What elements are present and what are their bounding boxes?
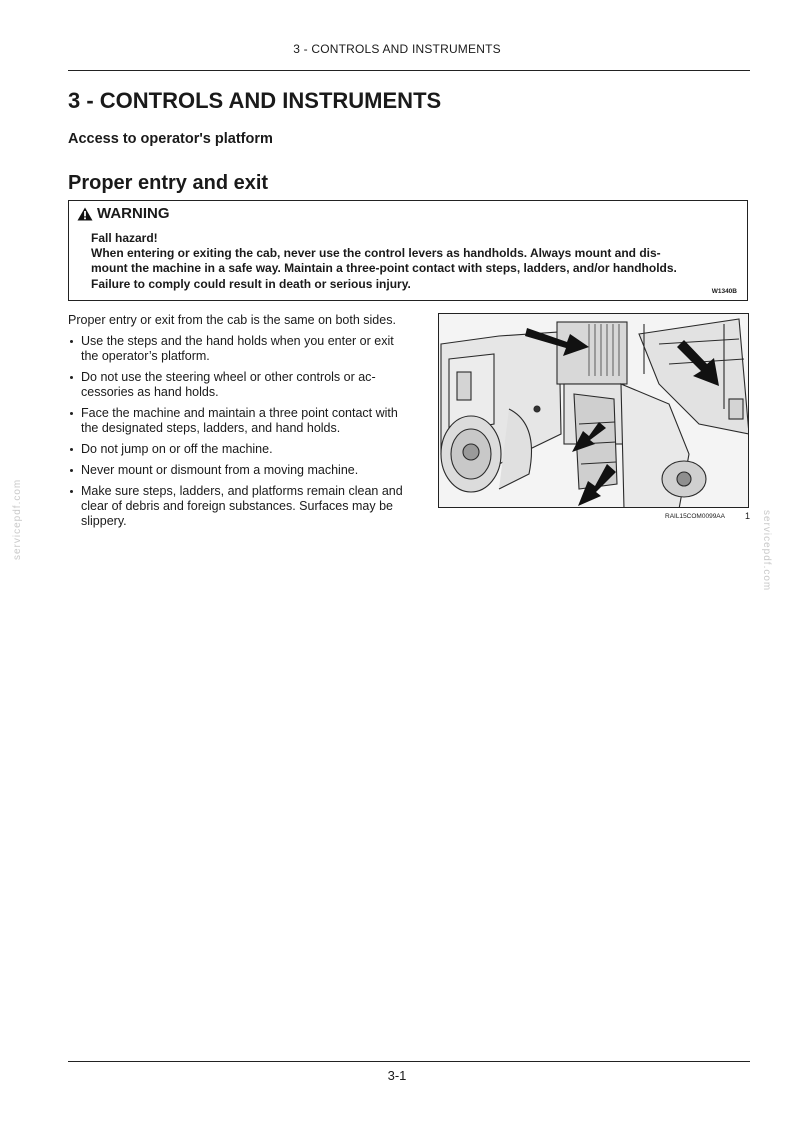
figure-number: 1 [745, 511, 751, 521]
instructions-column [68, 313, 406, 535]
list-item: Do not jump on or off the machine. [68, 442, 406, 457]
warning-line: Fall hazard! [91, 231, 158, 245]
list-item: Do not use the steering wheel or other controls or accessories as hand holds. [68, 370, 406, 400]
list-item: Make sure steps, ladders, and platforms remain clean and clear of debris and foreign substances. Surfaces may be slippery. [68, 484, 406, 529]
machine-figure [438, 313, 749, 508]
instruction-list [68, 334, 406, 529]
warning-line: mount the machine in a safe way. Maintain a three-point contact with steps, ladders, and/or handholds. [91, 261, 677, 276]
warning-heading [77, 205, 170, 222]
watermark-right: servicepdf.com [761, 510, 772, 592]
machine-illustration [439, 314, 749, 508]
warning-text [91, 231, 741, 292]
warning-code: W1340B [711, 288, 737, 295]
intro-paragraph: Proper entry or exit from the cab is the same on both sides. [68, 313, 396, 327]
warning-label: WARNING [97, 205, 170, 222]
list-item: Never mount or dismount from a moving machine. [68, 463, 406, 478]
figure-reference: RAIL15COM0099AA [665, 513, 725, 520]
section-title: Proper entry and exit [68, 172, 269, 194]
warning-box [68, 200, 748, 301]
page-number: 3-1 [387, 1068, 407, 1083]
warning-line: When entering or exiting the cab, never use the control levers as handholds. Always mount and dis- [91, 246, 661, 261]
chapter-title: 3 - CONTROLS AND INSTRUMENTS [68, 88, 442, 113]
warning-line: Failure to comply could result in death or serious injury. [91, 276, 411, 291]
header-rule [68, 70, 750, 71]
warning-triangle-icon [77, 207, 93, 221]
list-item: Use the steps and the hand holds when you enter or exit the operator’s platform. [68, 334, 406, 364]
footer-rule [68, 1061, 750, 1062]
list-item: Face the machine and maintain a three point contact with the designated steps, ladders, and hand holds. [68, 406, 406, 436]
subsection-heading: Access to operator's platform [68, 131, 273, 147]
running-header: 3 - CONTROLS AND INSTRUMENTS [293, 42, 501, 56]
watermark-left: servicepdf.com [12, 478, 23, 560]
